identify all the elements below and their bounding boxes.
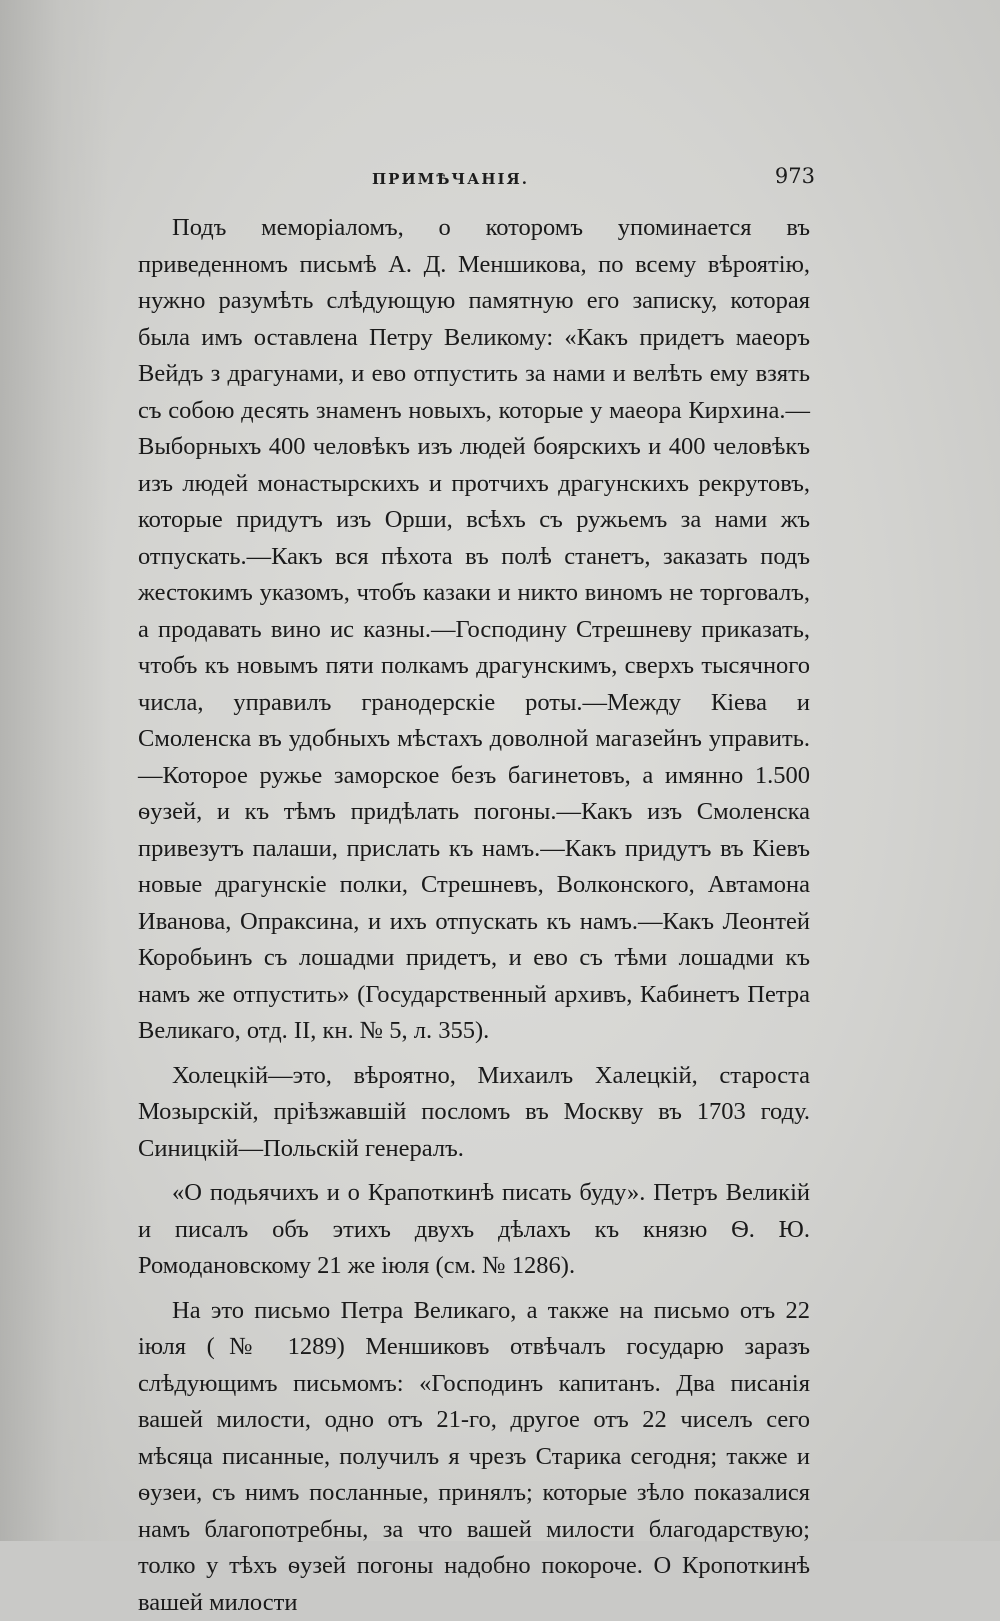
paragraph-memorial: Подъ меморіаломъ, о которомъ упоминается въ приведенномъ письмѣ А. Д. Меншикова, по всему вѣроятію, нужно разумѣть слѣдующую памятную его записку, которая была имъ оставлена Петру Великому: «Какъ придетъ маеоръ Вейдъ з драгунами, и ево отпустить за нами и велѣть ему взять съ собою десять знаменъ новыхъ, которые у маеора Кирхина.—Выборныхъ 400 человѣкъ изъ людей боярскихъ и 400 человѣкъ изъ людей монастырскихъ и протчихъ драгунскихъ рекрутовъ, которые придутъ изъ Орши, всѣхъ съ ружьемъ за нами жъ отпускать.—Какъ вся пѣхота въ полѣ станетъ, заказать подъ жестокимъ указомъ, чтобъ казаки и никто виномъ не торговалъ, а продавать вино ис казны.—Господину Стрешневу приказать, чтобъ къ новымъ пяти полкамъ драгунскимъ, сверхъ тысячного числа, управилъ гранодерскіе роты.—Между Кіева и Смоленска въ удобныхъ мѣстахъ доволной магазейнъ управить.—Которое ружье заморское безъ багинетовъ, а имянно 1.500 ѳузей, и къ тѣмъ придѣлать погоны.—Какъ изъ Смоленска привезутъ палаши, прислать къ намъ.—Какъ придутъ въ Кіевъ новые драгунскіе полки, Стрешневъ, Волконского, Автамона Иванова, Опраксина, и ихъ отпускать къ намъ.—Какъ Леонтей Коробьинъ съ лошадми придетъ, и ево съ тѣми лошадми къ намъ же отпустить» (Государственный архивъ, Кабинетъ Петра Великаго, отд. II, кн. № 5, л. 355). [138,210,810,1050]
page-header [140,160,815,200]
body-text [138,210,810,1621]
running-head: ПРИМѢЧАНІЯ. [372,170,529,188]
paragraph-menshikov-reply: На это письмо Петра Великаго, а также на письмо отъ 22 іюля (№ 1289) Меншиковъ отвѣчалъ государю заразъ слѣдующимъ письмомъ: «Господинъ капитанъ. Два писанія вашей милости, одно отъ 21-го, другое отъ 22 чиселъ сего мѣсяца писанные, получилъ я чрезъ Старика сегодня; также и ѳузеи, съ нимъ посланные, принялъ; которые зѣло показалися намъ благопотребны, за что вашей милости благодарствую; толко у тѣхъ ѳузей погоны надобно покороче. О Кропоткинѣ вашей милости [138,1293,810,1621]
page-edge-shadow [0,0,110,1541]
paragraph-kholetsky: Холецкій—это, вѣроятно, Михаилъ Халецкій, староста Мозырскій, пріѣзжавшій посломъ въ Москву въ 1703 году. Синицкій—Польскій генералъ. [138,1058,810,1168]
page-number: 973 [775,164,815,188]
paragraph-podyachie: «О подьячихъ и о Крапоткинѣ писать буду». Петръ Великій и писалъ объ этихъ двухъ дѣлахъ къ князю Ѳ. Ю. Ромодановскому 21 же іюля (см. № 1286). [138,1175,810,1285]
